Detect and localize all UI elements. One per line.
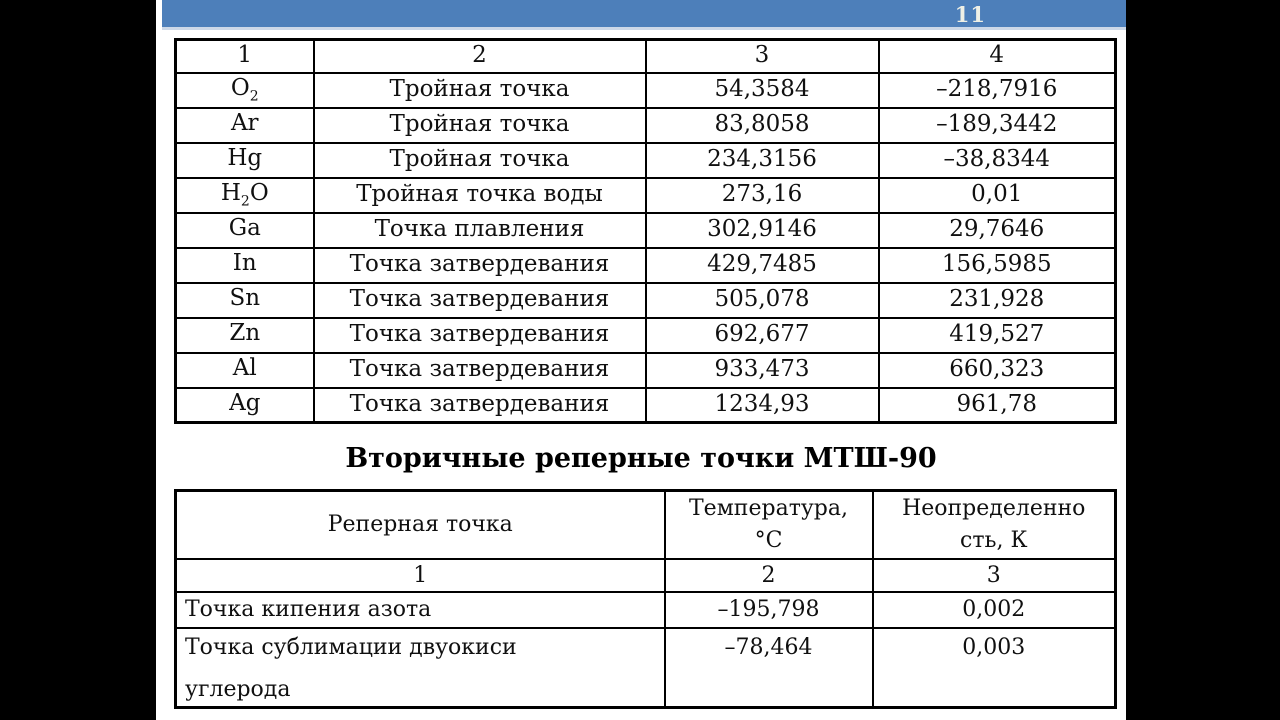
point-type-cell: Тройная точка <box>314 73 646 108</box>
column-header: 1 <box>176 40 314 73</box>
substance-cell <box>176 178 314 213</box>
reference-point-cell: Точка кипения азота <box>176 592 665 628</box>
table-row <box>176 388 1116 423</box>
table-row <box>176 213 1116 248</box>
header-line: Неопределенно <box>902 495 1086 521</box>
point-type-cell: Тройная точка <box>314 108 646 143</box>
column-index-row <box>176 559 1116 593</box>
celsius-cell: 660,323 <box>879 353 1116 388</box>
temperature-cell: –78,464 <box>665 628 873 707</box>
kelvin-cell: 54,3584 <box>646 73 879 108</box>
table-row <box>176 73 1116 108</box>
fixed-points-table <box>174 38 1117 424</box>
kelvin-cell: 302,9146 <box>646 213 879 248</box>
table-header-row <box>176 40 1116 73</box>
column-index: 2 <box>665 559 873 593</box>
kelvin-cell: 505,078 <box>646 283 879 318</box>
substance-cell <box>176 143 314 178</box>
celsius-cell: 419,527 <box>879 318 1116 353</box>
column-header: 4 <box>879 40 1116 73</box>
table-row <box>176 178 1116 213</box>
point-type-cell: Тройная точка <box>314 143 646 178</box>
point-type-cell: Тройная точка воды <box>314 178 646 213</box>
formula-text: Zn <box>229 319 261 346</box>
substance-cell <box>176 283 314 318</box>
kelvin-cell: 83,8058 <box>646 108 879 143</box>
substance-cell <box>176 388 314 423</box>
formula-text: H <box>220 179 241 206</box>
header-line: сть, К <box>960 527 1028 553</box>
header-line: °С <box>754 527 783 553</box>
celsius-cell: –189,3442 <box>879 108 1116 143</box>
column-header: 3 <box>646 40 879 73</box>
uncertainty-cell: 0,003 <box>873 628 1116 707</box>
reference-point-header: Реперная точка <box>176 491 665 559</box>
celsius-cell: 961,78 <box>879 388 1116 423</box>
kelvin-cell: 234,3156 <box>646 143 879 178</box>
table-row <box>176 628 1116 707</box>
kelvin-cell: 933,473 <box>646 353 879 388</box>
celsius-cell: –38,8344 <box>879 143 1116 178</box>
point-type-cell: Точка затвердевания <box>314 388 646 423</box>
point-type-cell: Точка плавления <box>314 213 646 248</box>
formula-text: In <box>232 249 257 276</box>
point-type-cell: Точка затвердевания <box>314 283 646 318</box>
celsius-cell: –218,7916 <box>879 73 1116 108</box>
substance-cell <box>176 353 314 388</box>
substance-cell <box>176 318 314 353</box>
celsius-cell: 231,928 <box>879 283 1116 318</box>
table-row <box>176 318 1116 353</box>
slide-header-bar <box>162 0 1126 30</box>
header-line: Температура, <box>689 495 848 521</box>
celsius-cell: 29,7646 <box>879 213 1116 248</box>
formula-text: O <box>249 179 269 206</box>
table-row <box>176 248 1116 283</box>
presentation-slide <box>156 0 1126 720</box>
formula-subscript: 2 <box>240 193 250 210</box>
formula-text: Ag <box>229 389 261 416</box>
table-row <box>176 143 1116 178</box>
point-type-cell: Точка затвердевания <box>314 318 646 353</box>
substance-cell <box>176 108 314 143</box>
table-header-row <box>176 491 1116 559</box>
reference-point-cell <box>176 628 665 707</box>
cell-line: Точка сублимации двуокиси <box>185 635 517 661</box>
kelvin-cell: 429,7485 <box>646 248 879 283</box>
table-row <box>176 592 1116 628</box>
formula-text: Hg <box>227 144 263 171</box>
cell-line: углерода <box>185 677 291 703</box>
point-type-cell: Точка затвердевания <box>314 248 646 283</box>
column-index: 3 <box>873 559 1116 593</box>
formula-text: O <box>230 74 250 101</box>
point-type-cell: Точка затвердевания <box>314 353 646 388</box>
table-row <box>176 283 1116 318</box>
kelvin-cell: 273,16 <box>646 178 879 213</box>
table-row <box>176 353 1116 388</box>
temperature-cell: –195,798 <box>665 592 873 628</box>
formula-text: Sn <box>229 284 261 311</box>
formula-text: Ar <box>230 109 259 136</box>
celsius-cell: 0,01 <box>879 178 1116 213</box>
substance-cell <box>176 73 314 108</box>
uncertainty-header <box>873 491 1116 559</box>
substance-cell <box>176 248 314 283</box>
table-row <box>176 108 1116 143</box>
slide-page-number: 11 <box>954 2 986 27</box>
kelvin-cell: 1234,93 <box>646 388 879 423</box>
substance-cell <box>176 213 314 248</box>
temperature-header <box>665 491 873 559</box>
celsius-cell: 156,5985 <box>879 248 1116 283</box>
formula-text: Ga <box>228 214 261 241</box>
column-index: 1 <box>176 559 665 593</box>
formula-text: Al <box>232 354 257 381</box>
column-header: 2 <box>314 40 646 73</box>
uncertainty-cell: 0,002 <box>873 592 1116 628</box>
section-title: Вторичные реперные точки МТШ-90 <box>345 443 937 474</box>
secondary-points-table <box>174 489 1117 709</box>
kelvin-cell: 692,677 <box>646 318 879 353</box>
formula-subscript: 2 <box>249 88 259 105</box>
